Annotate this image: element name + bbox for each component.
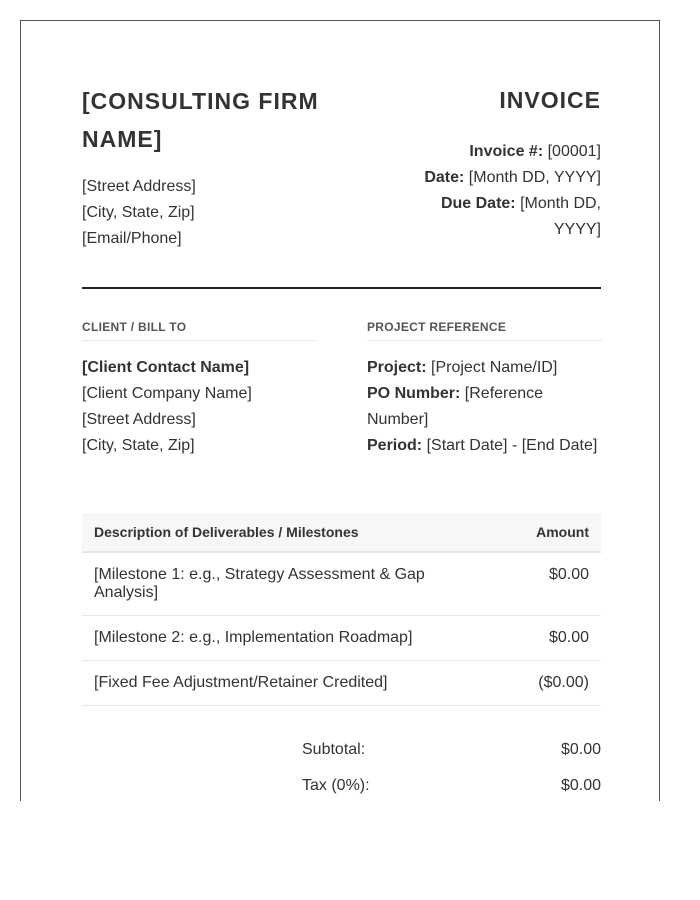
invoice-number <box>391 139 601 165</box>
row-amount: $0.00 <box>548 566 589 583</box>
invoice-date-value: [Month DD, YYYY] <box>468 169 601 186</box>
firm-contact: [Email/Phone] <box>82 230 182 247</box>
invoice-due-label: Due Date: <box>440 195 516 212</box>
row-amount: ($0.00) <box>538 674 589 691</box>
invoice-number-value: [00001] <box>547 143 601 160</box>
client-street: [Street Address] <box>82 411 196 428</box>
row-amount: $0.00 <box>548 629 589 646</box>
firm-city: [City, State, Zip] <box>82 204 195 221</box>
invoice-date <box>391 165 601 191</box>
tax-value: $0.00 <box>560 777 601 794</box>
project-value: [Project Name/ID] <box>431 359 558 376</box>
tax-row <box>302 777 601 795</box>
po-value: [Reference Number] <box>367 385 544 428</box>
subtotal-row <box>302 741 601 759</box>
client-heading: CLIENT / BILL TO <box>82 320 317 341</box>
table-row <box>82 616 601 661</box>
firm-street: [Street Address] <box>82 178 196 195</box>
invoice-title: INVOICE <box>499 87 601 113</box>
line-items-table <box>82 513 601 706</box>
firm-address <box>82 174 196 252</box>
invoice-meta <box>391 139 601 243</box>
column-header-description: Description of Deliverables / Milestones <box>94 524 359 540</box>
invoice-date-label: Date: <box>424 169 465 186</box>
invoice-page <box>20 20 660 801</box>
row-description: [Fixed Fee Adjustment/Retainer Credited] <box>94 674 388 691</box>
project-label: Project: <box>367 359 427 376</box>
invoice-due-value: [Month DD, YYYY] <box>520 195 601 238</box>
project-heading: PROJECT REFERENCE <box>367 320 602 341</box>
invoice-due-date <box>391 191 601 243</box>
period-value: [Start Date] - [End Date] <box>426 437 598 454</box>
table-row <box>82 661 601 706</box>
project-info <box>367 355 607 459</box>
client-city: [City, State, Zip] <box>82 437 195 454</box>
client-info <box>82 355 317 459</box>
table-row <box>82 553 601 616</box>
firm-name: [CONSULTING FIRM NAME] <box>82 88 319 152</box>
invoice-number-label: Invoice #: <box>469 143 544 160</box>
client-contact-name: [Client Contact Name] <box>82 359 250 376</box>
subtotal-label: Subtotal: <box>302 741 366 758</box>
project-period <box>367 433 607 459</box>
table-header <box>82 513 601 553</box>
tax-label: Tax (0%): <box>302 777 370 794</box>
column-header-amount: Amount <box>536 524 589 540</box>
subtotal-value: $0.00 <box>560 741 601 758</box>
client-company: [Client Company Name] <box>82 385 252 402</box>
project-name <box>367 355 607 381</box>
row-description: [Milestone 1: e.g., Strategy Assessment & Gap Analysis] <box>94 566 425 601</box>
po-number <box>367 381 607 433</box>
header-divider <box>82 287 601 289</box>
po-label: PO Number: <box>367 385 461 402</box>
row-description: [Milestone 2: e.g., Implementation Roadmap] <box>94 629 413 646</box>
period-label: Period: <box>367 437 423 454</box>
